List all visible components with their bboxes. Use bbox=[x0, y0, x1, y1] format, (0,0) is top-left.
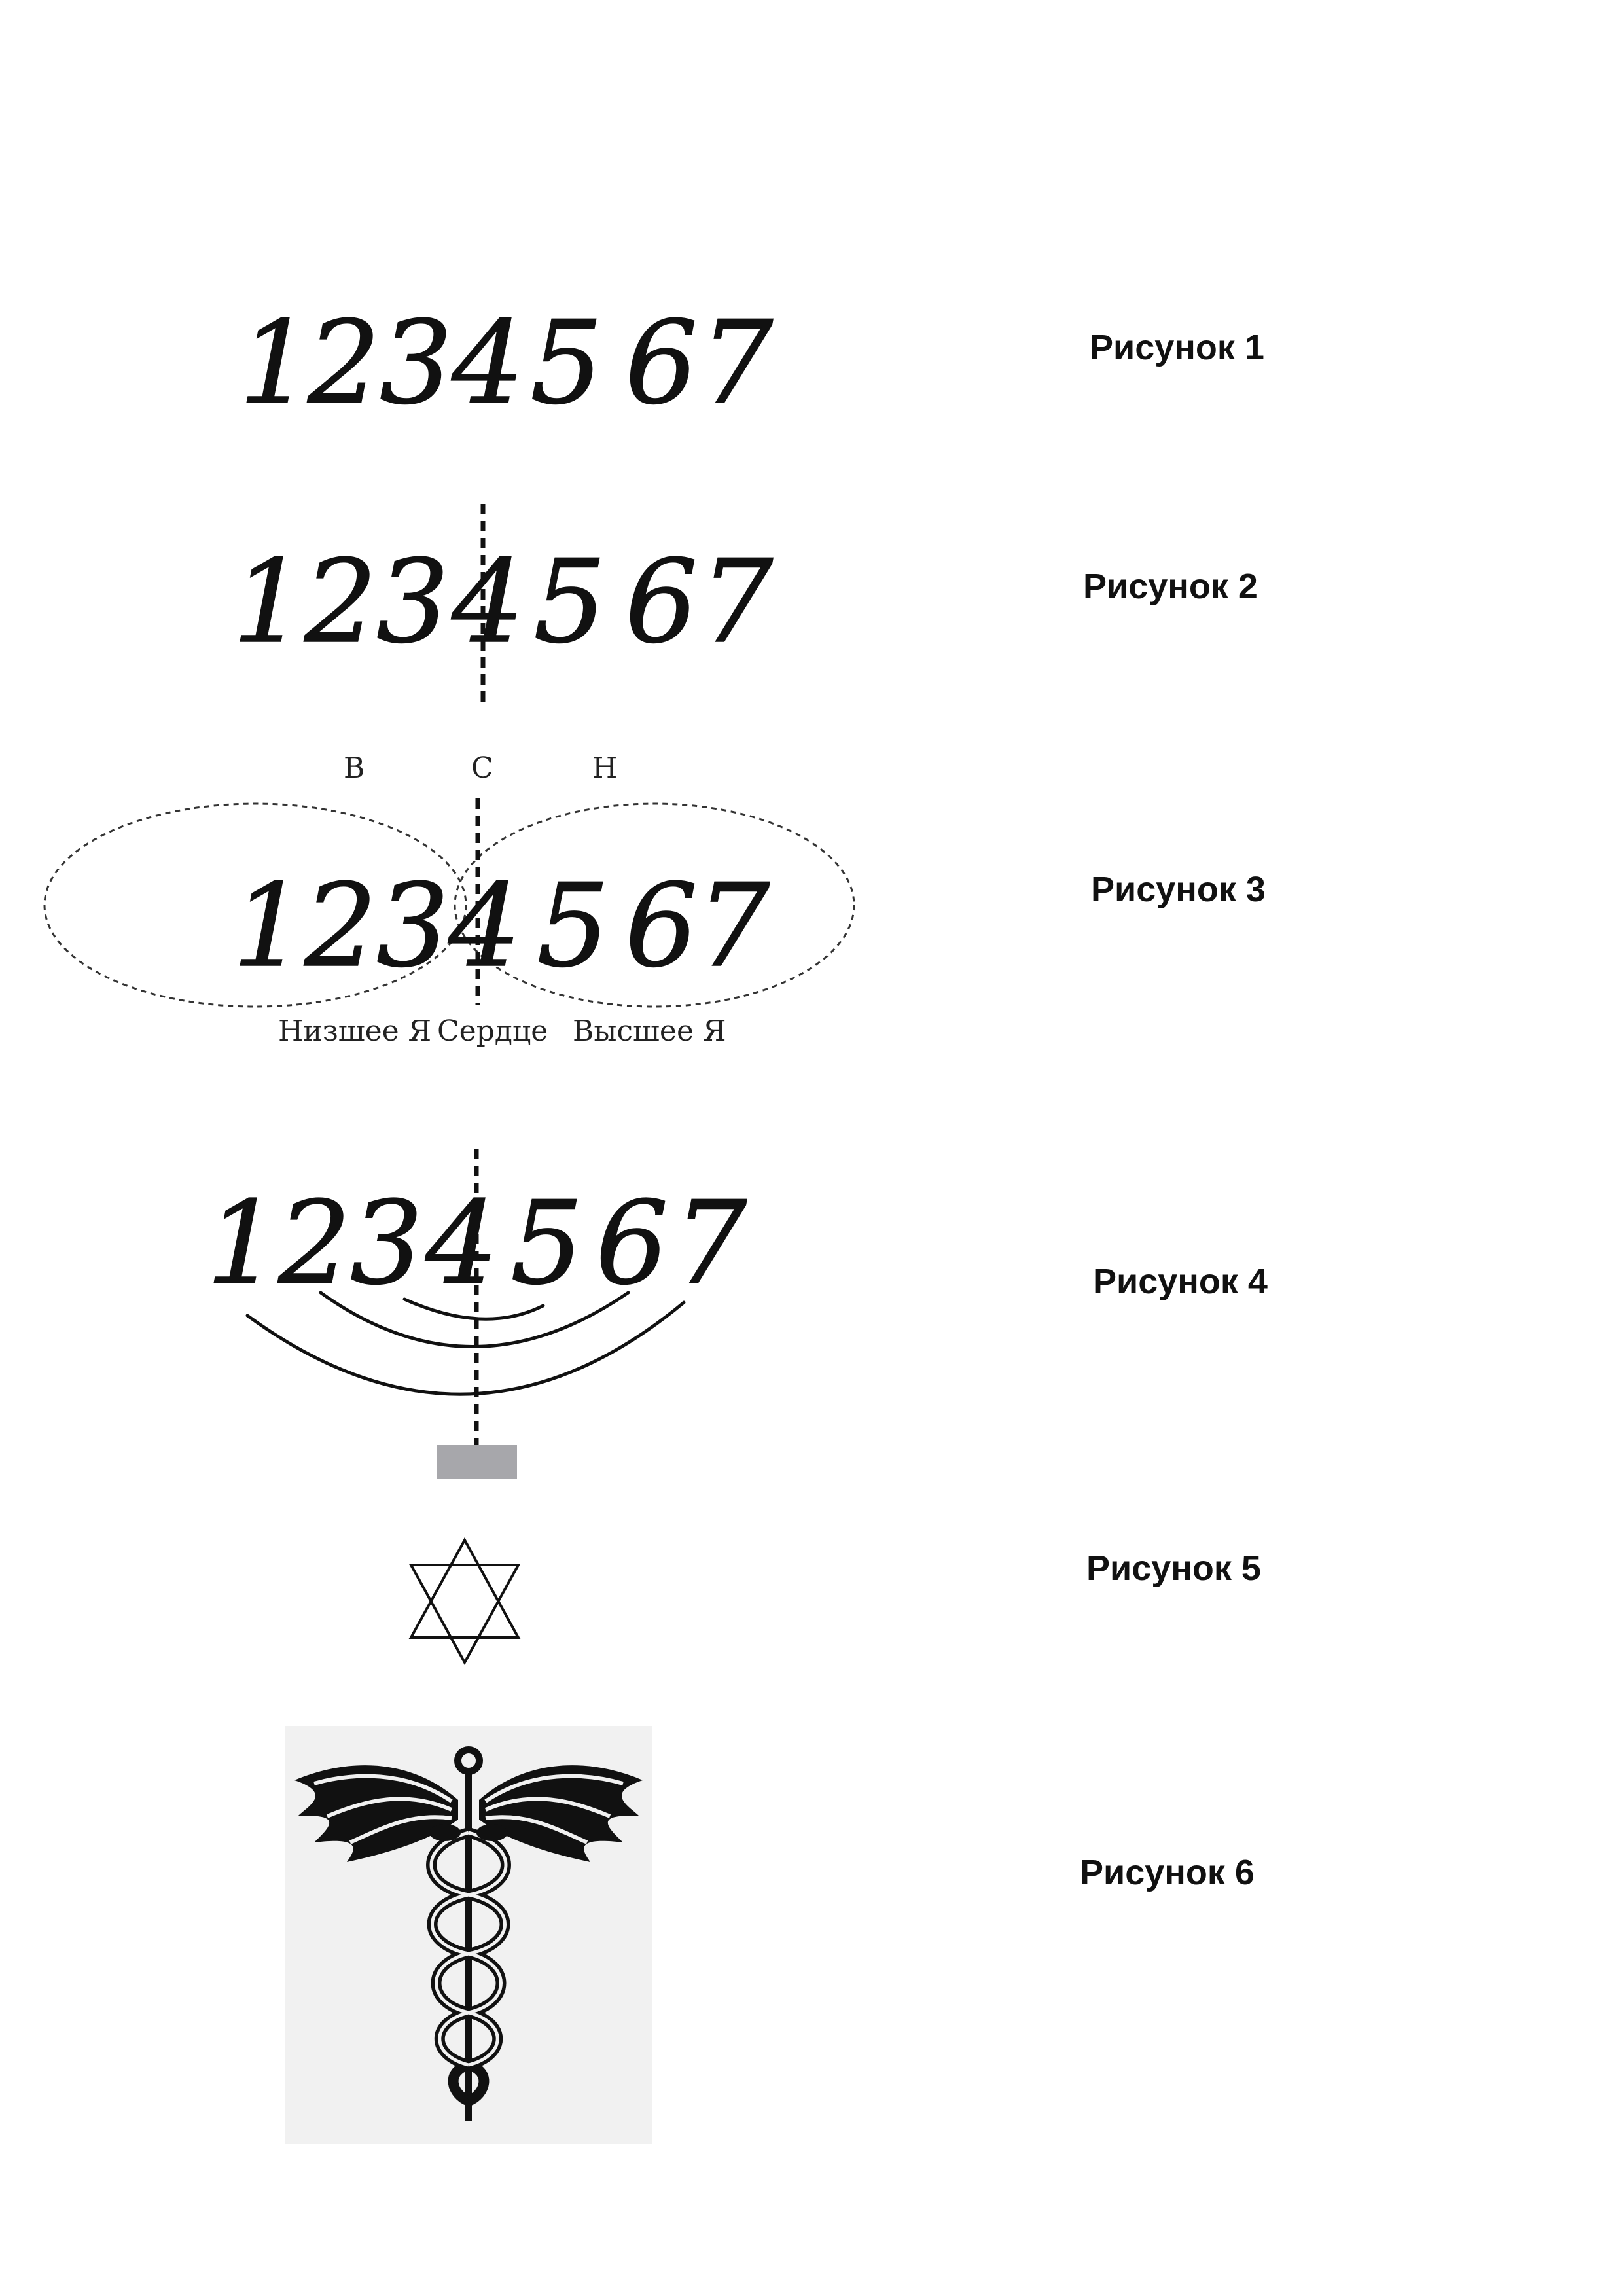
fig4-digit: 1 bbox=[206, 1177, 279, 1310]
fig3-bottom-label: Сердце bbox=[437, 1014, 548, 1048]
fig2-digit: 5 bbox=[533, 536, 607, 669]
fig1-digit: 3 bbox=[380, 297, 453, 430]
fig3-digit: 6 bbox=[625, 860, 698, 993]
fig4-base-block bbox=[437, 1445, 517, 1479]
fig3-digit: 4 bbox=[448, 860, 522, 993]
figure-3 bbox=[45, 751, 854, 1048]
fig2-digit: 3 bbox=[376, 536, 450, 669]
fig4-digit: 7 bbox=[674, 1177, 747, 1310]
fig3-top-letter: В bbox=[344, 751, 365, 785]
fig2-digit: 4 bbox=[452, 536, 525, 669]
figure-6-caption: Рисунок 6 bbox=[1080, 1853, 1255, 1892]
caduceus-icon bbox=[285, 1726, 652, 2144]
figure-2-caption: Рисунок 2 bbox=[1083, 567, 1258, 606]
fig3-bottom-label: Высшее Я bbox=[573, 1014, 726, 1048]
fig2-digit: 7 bbox=[700, 536, 774, 669]
fig4-digit: 3 bbox=[350, 1177, 423, 1310]
figure-4-caption: Рисунок 4 bbox=[1093, 1262, 1268, 1301]
fig3-top-letter: Н bbox=[592, 751, 618, 785]
figure-1-caption: Рисунок 1 bbox=[1090, 328, 1264, 367]
fig2-digit: 1 bbox=[232, 536, 306, 669]
fig4-digit: 5 bbox=[510, 1177, 584, 1310]
fig3-bottom-label: Низшее Я bbox=[278, 1014, 432, 1048]
fig3-digit: 1 bbox=[232, 860, 306, 993]
fig1-digit: 2 bbox=[308, 297, 381, 430]
fig2-digit: 6 bbox=[625, 536, 698, 669]
fig1-digit: 1 bbox=[239, 297, 312, 430]
fig4-digit: 4 bbox=[425, 1177, 499, 1310]
fig2-digit: 2 bbox=[304, 536, 378, 669]
fig4-digit: 2 bbox=[278, 1177, 351, 1310]
fig3-digit: 2 bbox=[304, 860, 378, 993]
fig3-digit: 5 bbox=[537, 860, 610, 993]
fig3-top-letter: С bbox=[471, 751, 493, 785]
fig3-digit: 7 bbox=[697, 860, 770, 993]
figure-2 bbox=[232, 504, 774, 704]
star-of-david-icon bbox=[411, 1540, 518, 1662]
figure-3-caption: Рисунок 3 bbox=[1091, 870, 1266, 909]
fig3-digit: 3 bbox=[376, 860, 450, 993]
figure-1-digit-row bbox=[239, 297, 774, 430]
fig1-digit: 7 bbox=[700, 297, 774, 430]
fig1-digit: 6 bbox=[625, 297, 698, 430]
figure-4 bbox=[206, 1149, 747, 1479]
fig4-digit: 6 bbox=[596, 1177, 669, 1310]
fig1-digit: 5 bbox=[530, 297, 603, 430]
fig1-digit: 4 bbox=[452, 297, 525, 430]
figure-5-caption: Рисунок 5 bbox=[1086, 1549, 1261, 1588]
